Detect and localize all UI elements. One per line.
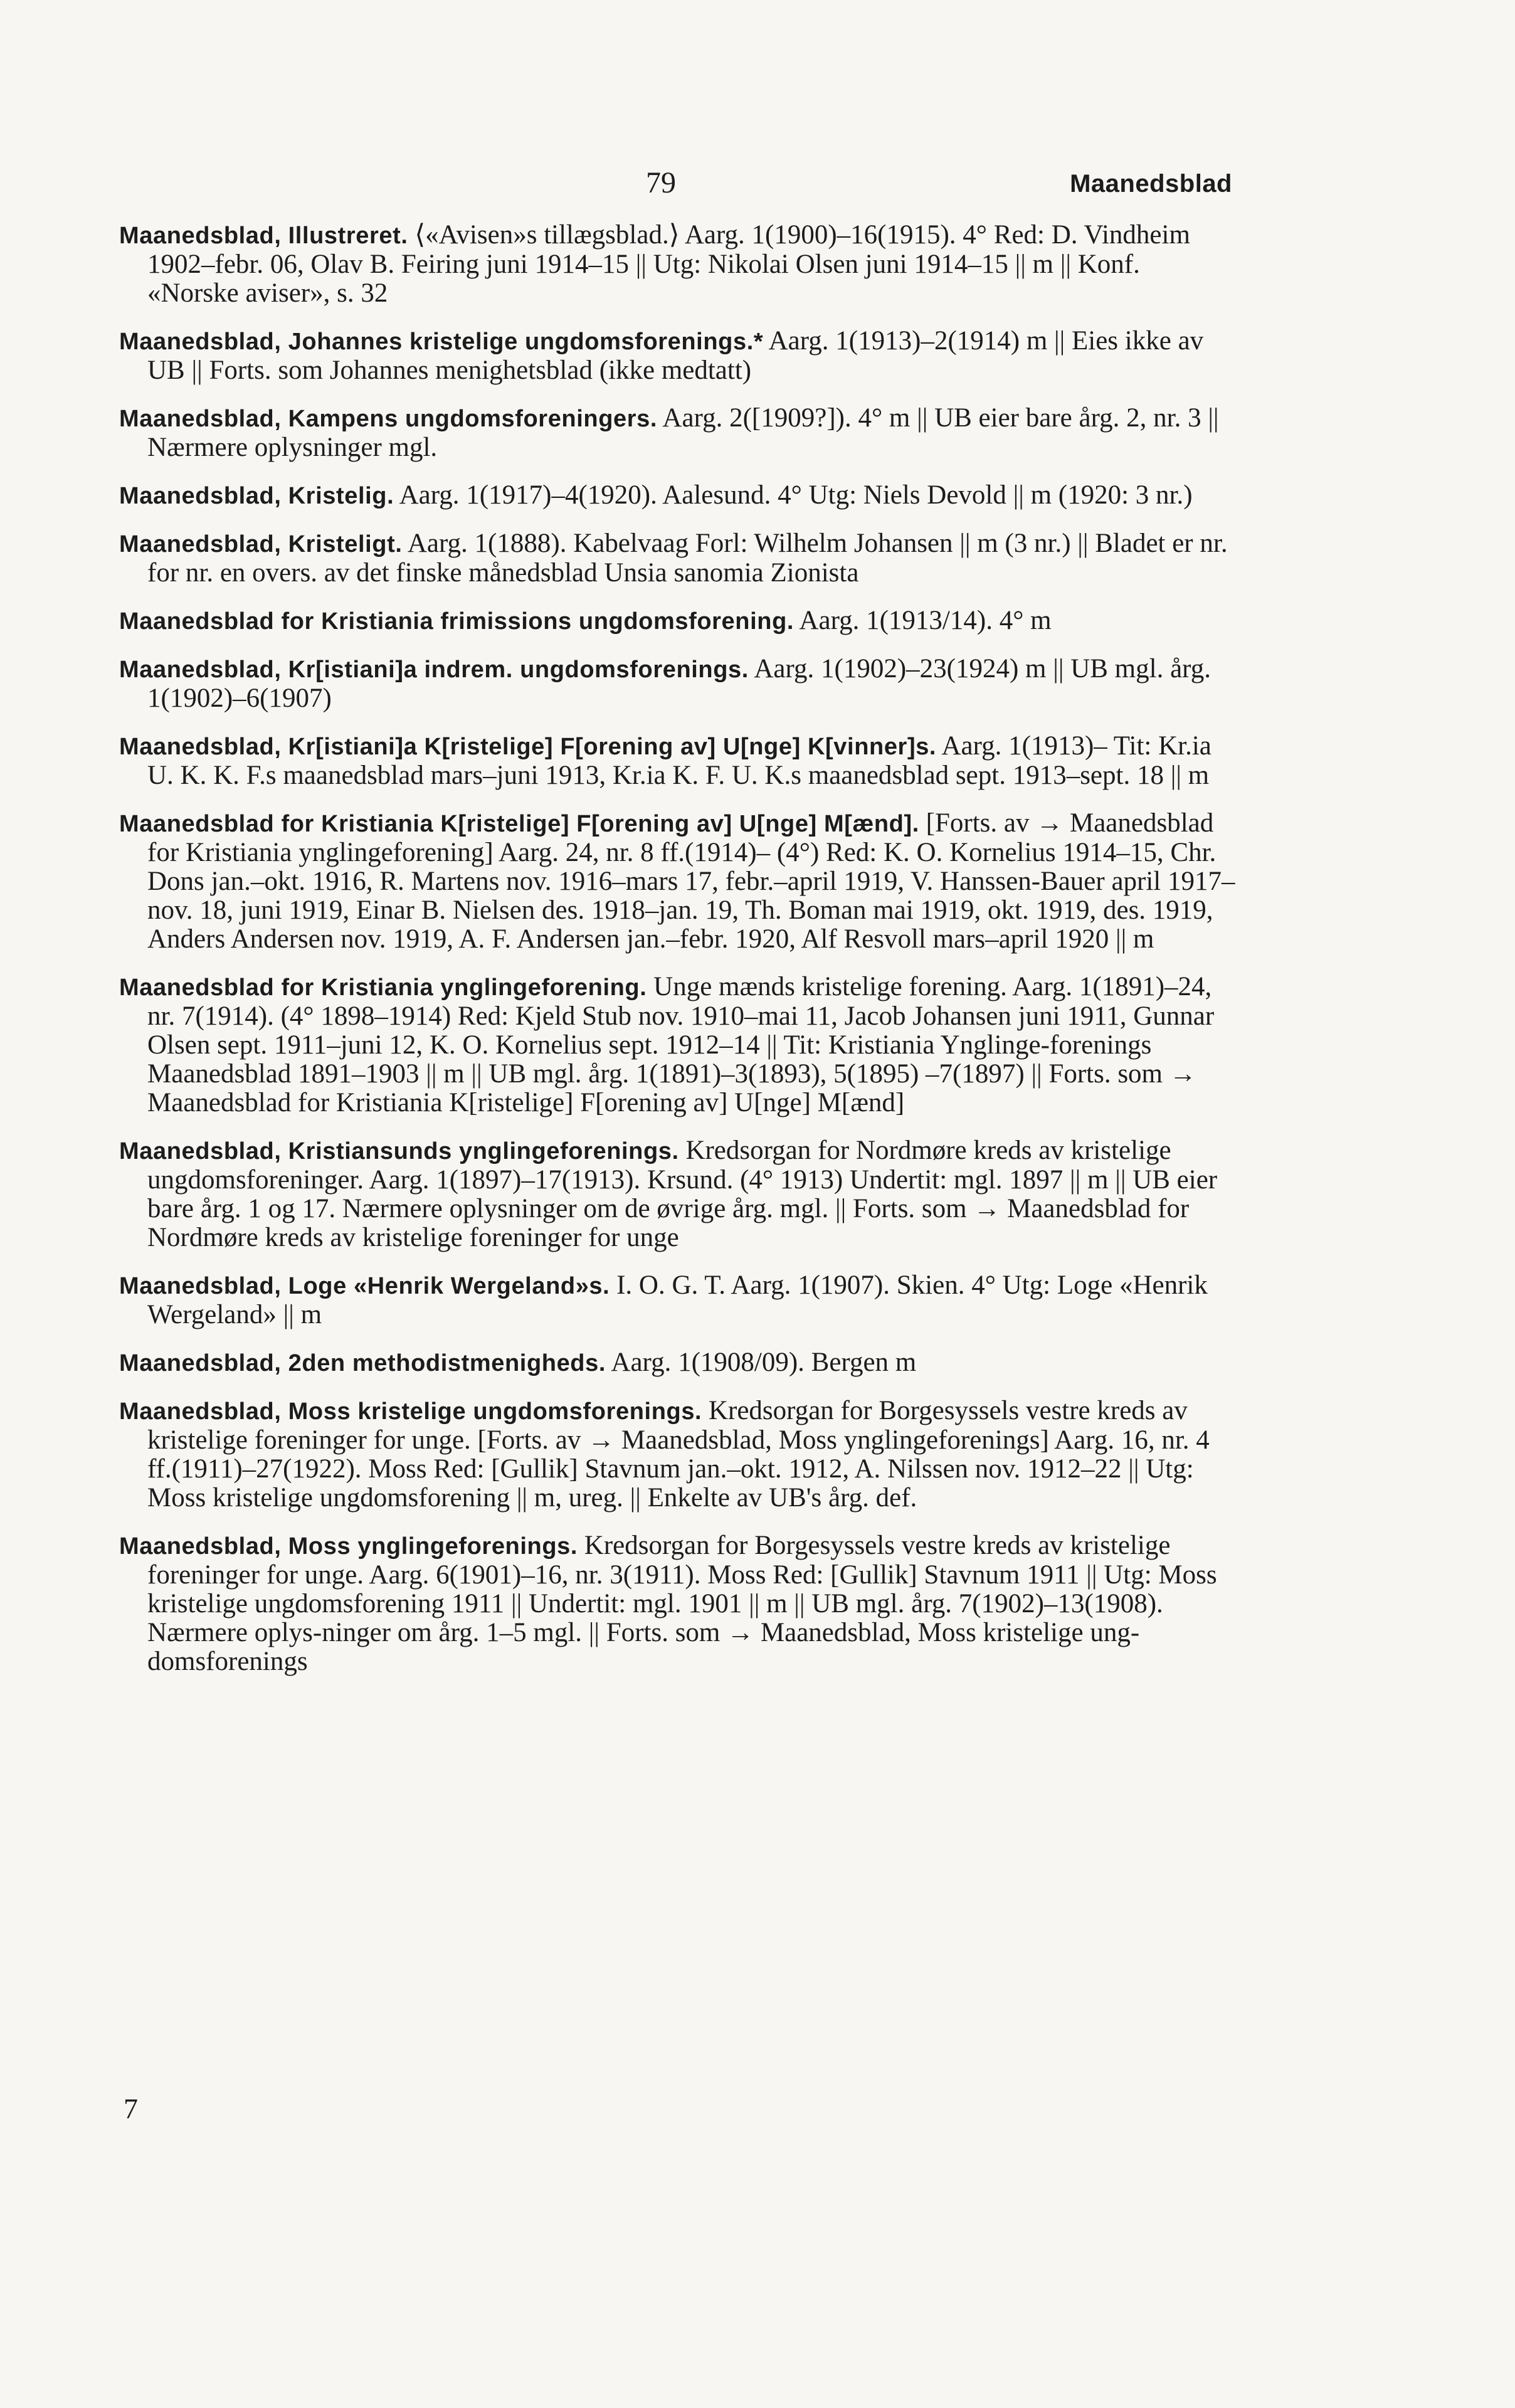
entry-body: Kredsorgan for Borgesyssels vestre kreds av kristelige foreninger for unge. Aarg. 6(1901)–16, nr. 3(1911). Moss Red: [Gullik] Stavnum 1911 || Utg: Moss kristelige ungdomsforening 1911 || Undertit: mgl. 1901 || m || UB mgl. årg. 7(1902)–13(1908). Nærmere oplys-ninger om årg. 1–5 mgl. || Forts. som → Maanedsblad, Moss kristelige ung-domsforenings — [147, 1531, 1217, 1676]
entry-body: Aarg. 1(1908/09). Bergen m — [606, 1348, 917, 1377]
entry-body: Kredsorgan for Borgesyssels vestre kreds av kristelige foreninger for unge. [Forts. av → Maanedsblad, Moss ynglingeforenings] Aarg. 16, nr. 4 ff.(1911)–27(1922). Moss Red: [Gullik] Stavnum jan.–okt. 1912, A. Nilssen nov. 1912–22 || Utg: Moss kristelige ungdomsforening || m, ureg. || Enkelte av UB's årg. def. — [147, 1396, 1210, 1513]
entry-heading: Maanedsblad, 2den methodistmenigheds. — [119, 1350, 606, 1376]
entry-body: Aarg. 1(1913)– Tit: Kr.ia U. K. K. F.s maanedsblad mars–juni 1913, Kr.ia K. F. U. K.s maanedsblad sept. 1913–sept. 18 || m — [147, 731, 1211, 790]
entry-heading: Maanedsblad, Johannes kristelige ungdomsforenings.* — [119, 329, 764, 355]
catalog-entry — [119, 655, 1235, 713]
entry-body: Aarg. 1(1913)–2(1914) m || Eies ikke av UB || Forts. som Johannes menighetsblad (ikke medtatt) — [147, 326, 1204, 385]
page-number: 79 — [646, 166, 676, 199]
entry-heading: Maanedsblad, Loge «Henrik Wergeland»s. — [119, 1273, 610, 1299]
entry-body: Aarg. 1(1888). Kabelvaag Forl: Wilhelm Johansen || m (3 nr.) || Bladet er nr. for nr. en overs. av det finske månedsblad Unsia sanomia Zionista — [147, 529, 1228, 588]
entry-heading: Maanedsblad, Kampens ungdomsforeningers. — [119, 406, 658, 432]
catalog-entry — [119, 1397, 1235, 1513]
catalog-entry — [119, 327, 1235, 385]
entry-body: Aarg. 2([1909?]). 4° m || UB eier bare årg. 2, nr. 3 || Nærmere oplysninger mgl. — [147, 403, 1219, 462]
entry-body: I. O. G. T. Aarg. 1(1907). Skien. 4° Utg: Loge «Henrik Wergeland» || m — [147, 1270, 1208, 1329]
page-header — [122, 164, 1232, 208]
catalog-entry — [119, 529, 1235, 588]
entry-body: Kredsorgan for Nordmøre kreds av kristelige ungdomsforeninger. Aarg. 1(1897)–17(1913). Krsund. (4° 1913) Undertit: mgl. 1897 || m || UB eier bare årg. 1 og 17. Nærmere oplysninger om de øvrige årg. mgl. || Forts. som → Maanedsblad for Nordmøre kreds av kristelige foreninger for unge — [147, 1136, 1218, 1252]
entry-heading: Maanedsblad, Kr[istiani]a indrem. ungdomsforenings. — [119, 657, 749, 683]
entry-body: Unge mænds kristelige forening. Aarg. 1(1891)–24, nr. 7(1914). (4° 1898–1914) Red: Kjeld Stub nov. 1910–mai 11, Jacob Johansen juni 1911, Gunnar Olsen sept. 1911–juni 12, K. O. Kornelius sept. 1912–14 || Tit: Kristiania Ynglinge-forenings Maanedsblad 1891–1903 || m || UB mgl. årg. 1(1891)–3(1893), 5(1895) –7(1897) || Forts. som → Maanedsblad for Kristiania K[ristelige] F[orening av] U[nge] M[ænd] — [147, 972, 1215, 1117]
entry-heading: Maanedsblad, Moss ynglingeforenings. — [119, 1533, 578, 1560]
catalog-entry — [119, 809, 1235, 954]
entry-body: Aarg. 1(1913/14). 4° m — [794, 606, 1052, 635]
running-head: Maanedsblad — [1070, 170, 1232, 198]
entry-heading: Maanedsblad, Kristiansunds ynglingeforenings. — [119, 1138, 679, 1164]
signature-mark: 7 — [124, 2093, 138, 2125]
catalog-entry — [119, 1531, 1235, 1676]
entry-heading: Maanedsblad, Kristelig. — [119, 483, 394, 509]
entry-heading: Maanedsblad, Illustreret. — [119, 223, 408, 249]
catalog-entry — [119, 1271, 1235, 1329]
entry-heading: Maanedsblad for Kristiania frimissions ungdomsforening. — [119, 608, 794, 635]
catalog-entry — [119, 1136, 1235, 1252]
entry-heading: Maanedsblad, Kr[istiani]a K[ristelige] F[orening av] U[nge] K[vinner]s. — [119, 734, 937, 760]
catalog-entry — [119, 404, 1235, 462]
entry-heading: Maanedsblad, Moss kristelige ungdomsforenings. — [119, 1398, 702, 1425]
entry-heading: Maanedsblad for Kristiania K[ristelige] F[orening av] U[nge] M[ænd]. — [119, 811, 919, 837]
catalog-entry — [119, 606, 1235, 636]
catalog-entry — [119, 973, 1235, 1117]
entry-list — [119, 221, 1235, 1695]
catalog-entry — [119, 732, 1235, 790]
entry-body: ⟨«Avisen»s tillægsblad.⟩ Aarg. 1(1900)–16(1915). 4° Red: D. Vindheim 1902–febr. 06, Olav B. Feiring juni 1914–15 || Utg: Nikolai Olsen juni 1914–15 || m || Konf. «Norske aviser», s. 32 — [147, 220, 1190, 308]
catalog-entry — [119, 1348, 1235, 1378]
catalog-entry — [119, 221, 1235, 308]
catalog-entry — [119, 481, 1235, 510]
entry-body: [Forts. av → Maanedsblad for Kristiania ynglingeforening] Aarg. 24, nr. 8 ff.(1914)– (4°) Red: K. O. Kornelius 1914–15, Chr. Dons jan.–okt. 1916, R. Martens nov. 1916–mars 17, febr.–april 1919, V. Hanssen-Bauer april 1917–nov. 18, juni 1919, Einar B. Nielsen des. 1918–jan. 19, Th. Boman mai 1919, okt. 1919, des. 1919, Anders Andersen nov. 1919, A. F. Andersen jan.–febr. 1920, Alf Resvoll mars–april 1920 || m — [147, 808, 1235, 954]
entry-heading: Maanedsblad for Kristiania ynglingeforening. — [119, 974, 647, 1001]
entry-body: Aarg. 1(1917)–4(1920). Aalesund. 4° Utg: Niels Devold || m (1920: 3 nr.) — [394, 480, 1193, 510]
entry-body: Aarg. 1(1902)–23(1924) m || UB mgl. årg. 1(1902)–6(1907) — [147, 654, 1211, 713]
entry-heading: Maanedsblad, Kristeligt. — [119, 531, 403, 557]
